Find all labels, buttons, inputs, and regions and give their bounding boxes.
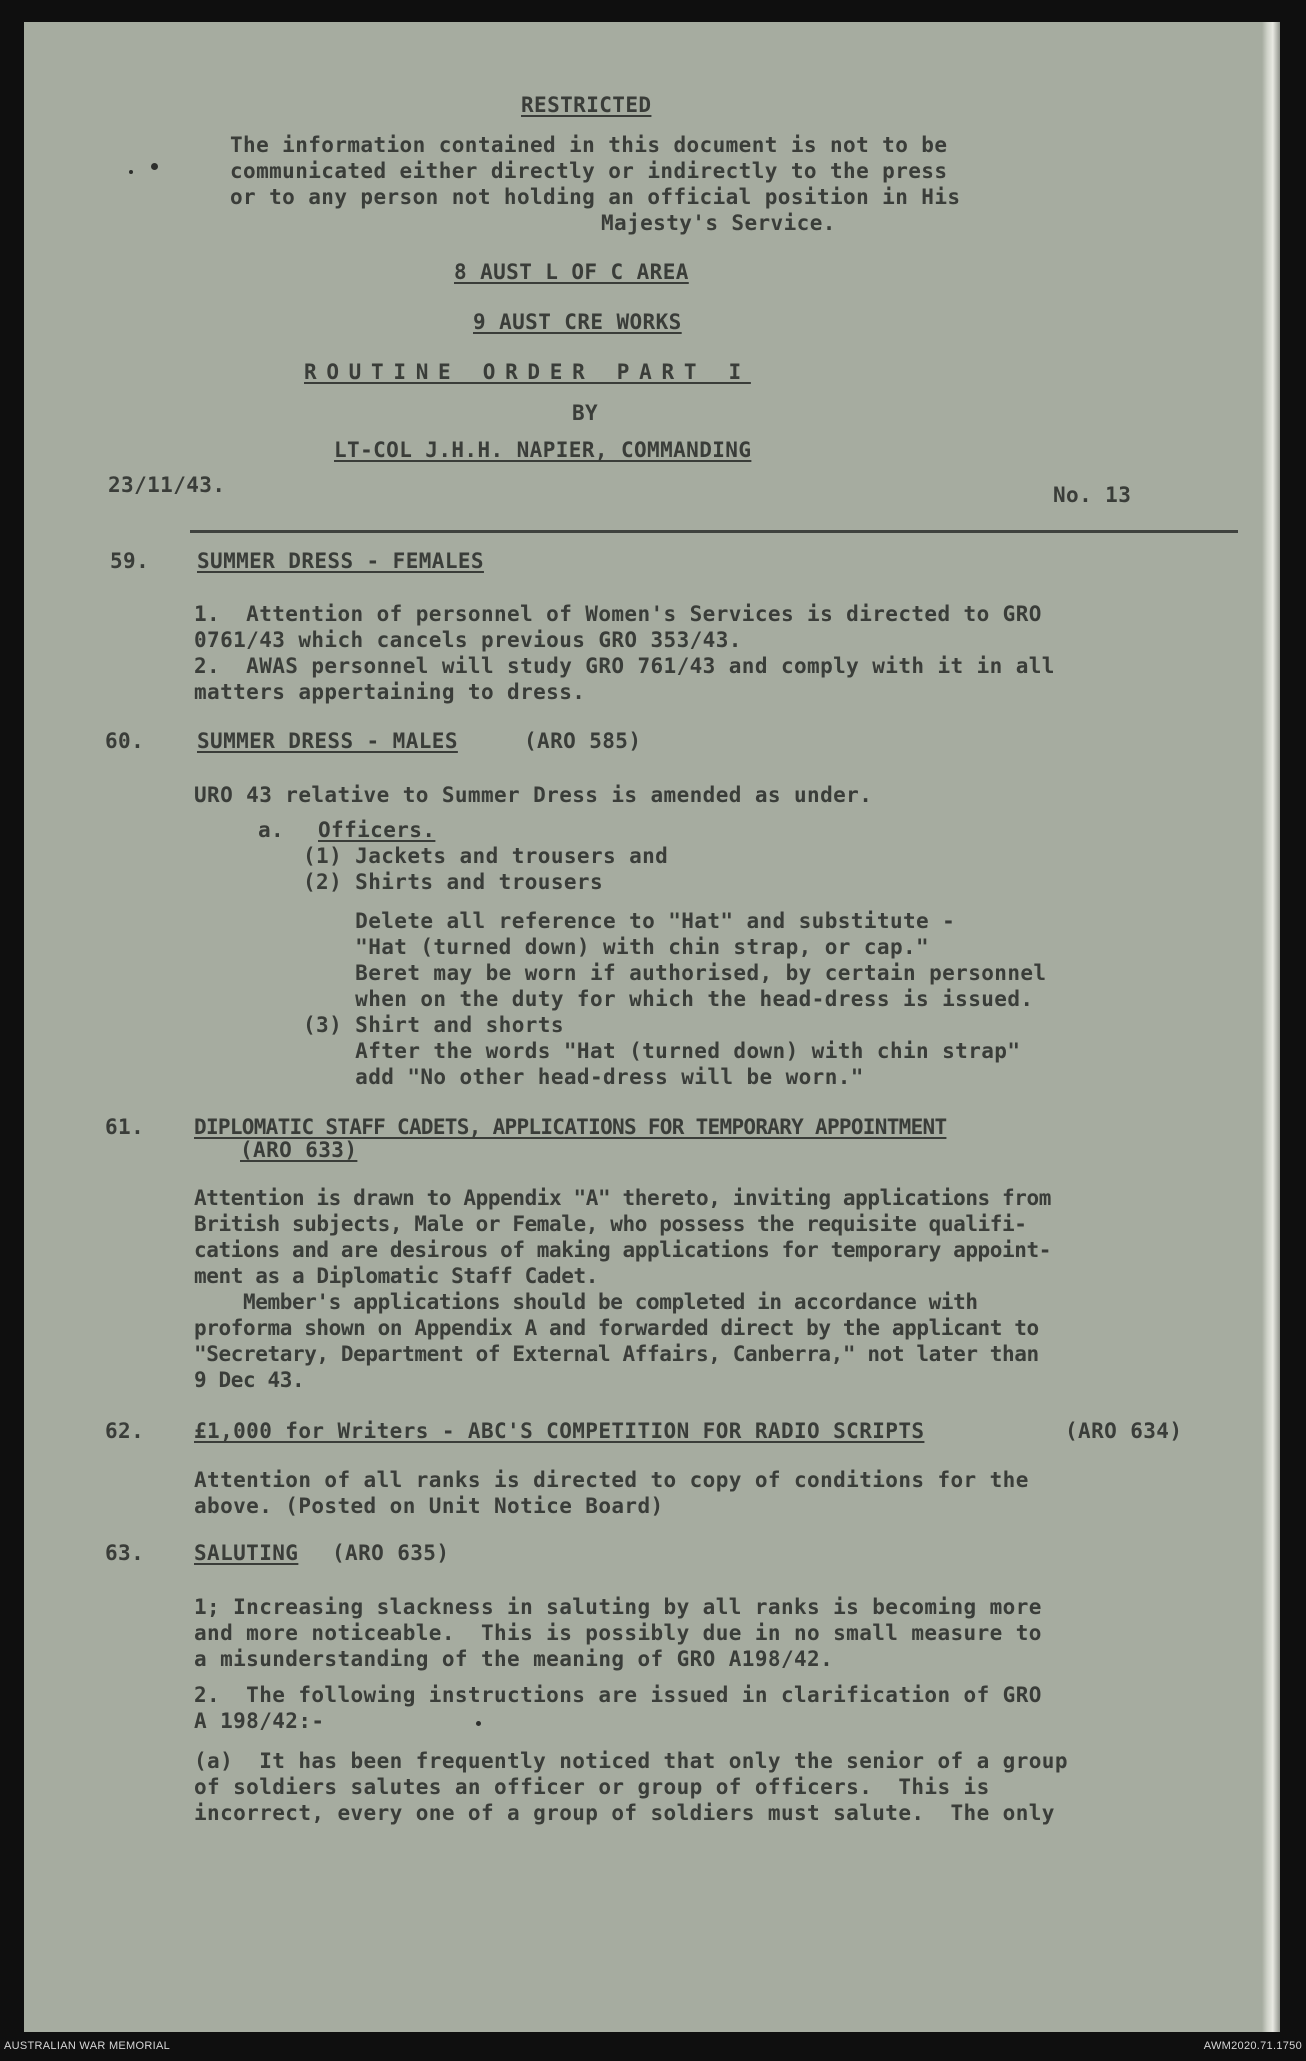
item-heading: SUMMER DRESS - MALES (197, 729, 458, 753)
header-rule (190, 530, 1238, 533)
item-text: when on the duty for which the head-dress is issued. (303, 987, 1034, 1011)
item-text: a misunderstanding of the meaning of GRO A198/42. (194, 1647, 834, 1671)
item-text: 9 Dec 43. (194, 1368, 305, 1392)
item-text: 2. The following instructions are issued in clarification of GRO (194, 1683, 1042, 1707)
commander: LT-COL J.H.H. NAPIER, COMMANDING (334, 438, 752, 462)
footer-credit: AUSTRALIAN WAR MEMORIAL (4, 2040, 171, 2052)
item-text: Delete all reference to "Hat" and substitute - (303, 909, 956, 933)
order-title: ROUTINE ORDER PART I (304, 360, 751, 384)
item-text: 1. Attention of personnel of Women's Services is directed to GRO (194, 602, 1042, 626)
item-text: "Secretary, Department of External Affairs, Canberra," not later than (194, 1342, 1039, 1366)
page-edge (1262, 22, 1280, 2032)
item-text: 1; Increasing slackness in saluting by all ranks is becoming more (194, 1595, 1042, 1619)
ink-mark (476, 1721, 481, 1726)
order-number: No. 13 (1053, 483, 1132, 507)
item-number: 63. (105, 1541, 145, 1565)
footer-accession: AWM2020.71.1750 (1203, 2040, 1302, 2052)
area-heading: 8 AUST L OF C AREA (454, 260, 689, 284)
item-text: Member's applications should be completed in accordance with (194, 1290, 978, 1314)
item-text: and more noticeable. This is possibly due in no small measure to (194, 1621, 1042, 1645)
item-heading: SALUTING (194, 1541, 299, 1565)
item-text: A 198/42:- (194, 1709, 325, 1733)
notice-line: communicated either directly or indirectly to the press (230, 159, 948, 183)
item-text: After the words "Hat (turned down) with chin strap" (303, 1039, 1021, 1063)
item-text: 0761/43 which cancels previous GRO 353/43. (194, 628, 742, 652)
item-ref: (ARO 633) (240, 1138, 358, 1162)
item-text: 2. AWAS personnel will study GRO 761/43 and comply with it in all (194, 654, 1055, 678)
item-heading: SUMMER DRESS - FEMALES (197, 549, 484, 573)
item-heading: £1,000 for Writers - ABC'S COMPETITION FOR RADIO SCRIPTS (194, 1419, 925, 1443)
item-text: ment as a Diplomatic Staff Cadet. (194, 1264, 599, 1288)
sub-label: a. (258, 818, 285, 842)
item-ref: (ARO 585) (524, 729, 642, 753)
item-text: cations and are desirous of making applications for temporary appoint- (194, 1238, 1052, 1262)
item-text: incorrect, every one of a group of soldiers must salute. The only (194, 1801, 1055, 1825)
item-number: 62. (105, 1419, 145, 1443)
item-number: 61. (105, 1115, 145, 1139)
item-text: URO 43 relative to Summer Dress is amended as under. (194, 783, 873, 807)
item-text: (a) It has been frequently noticed that only the senior of a group (194, 1749, 1068, 1773)
item-text: (3) Shirt and shorts (303, 1013, 564, 1037)
item-ref: (ARO 635) (332, 1541, 450, 1565)
item-text: matters appertaining to dress. (194, 680, 586, 704)
item-heading: DIPLOMATIC STAFF CADETS, APPLICATIONS FOR TEMPORARY APPOINTMENT (194, 1115, 947, 1139)
item-text: British subjects, Male or Female, who possess the requisite qualifi- (194, 1212, 1027, 1236)
item-number: 59. (110, 549, 150, 573)
sub-heading: Officers. (318, 818, 436, 842)
item-text: Attention of all ranks is directed to copy of conditions for the (194, 1468, 1029, 1492)
item-text: proforma shown on Appendix A and forwarded direct by the applicant to (194, 1316, 1039, 1340)
item-text: above. (Posted on Unit Notice Board) (194, 1494, 664, 1518)
item-text: (1) Jackets and trousers and (303, 844, 669, 868)
unit-heading: 9 AUST CRE WORKS (473, 310, 682, 334)
notice-line: Majesty's Service. (601, 211, 836, 235)
notice-line: or to any person not holding an official position in His (230, 185, 961, 209)
order-by: BY (572, 401, 599, 425)
item-text: of soldiers salutes an officer or group of officers. This is (194, 1775, 990, 1799)
item-text: "Hat (turned down) with chin strap, or cap." (303, 935, 930, 959)
notice-line: The information contained in this document is not to be (230, 133, 948, 157)
order-date: 23/11/43. (108, 473, 226, 497)
item-text: Beret may be worn if authorised, by certain personnel (303, 961, 1047, 985)
item-ref: (ARO 634) (1065, 1419, 1183, 1443)
item-text: (2) Shirts and trousers (303, 870, 603, 894)
ink-mark (151, 163, 158, 170)
ink-mark (129, 170, 133, 174)
item-text: Attention is drawn to Appendix "A" thereto, inviting applications from (194, 1186, 1052, 1210)
item-text: add "No other head-dress will be worn." (303, 1065, 864, 1089)
classification: RESTRICTED (521, 93, 652, 117)
item-number: 60. (105, 729, 145, 753)
